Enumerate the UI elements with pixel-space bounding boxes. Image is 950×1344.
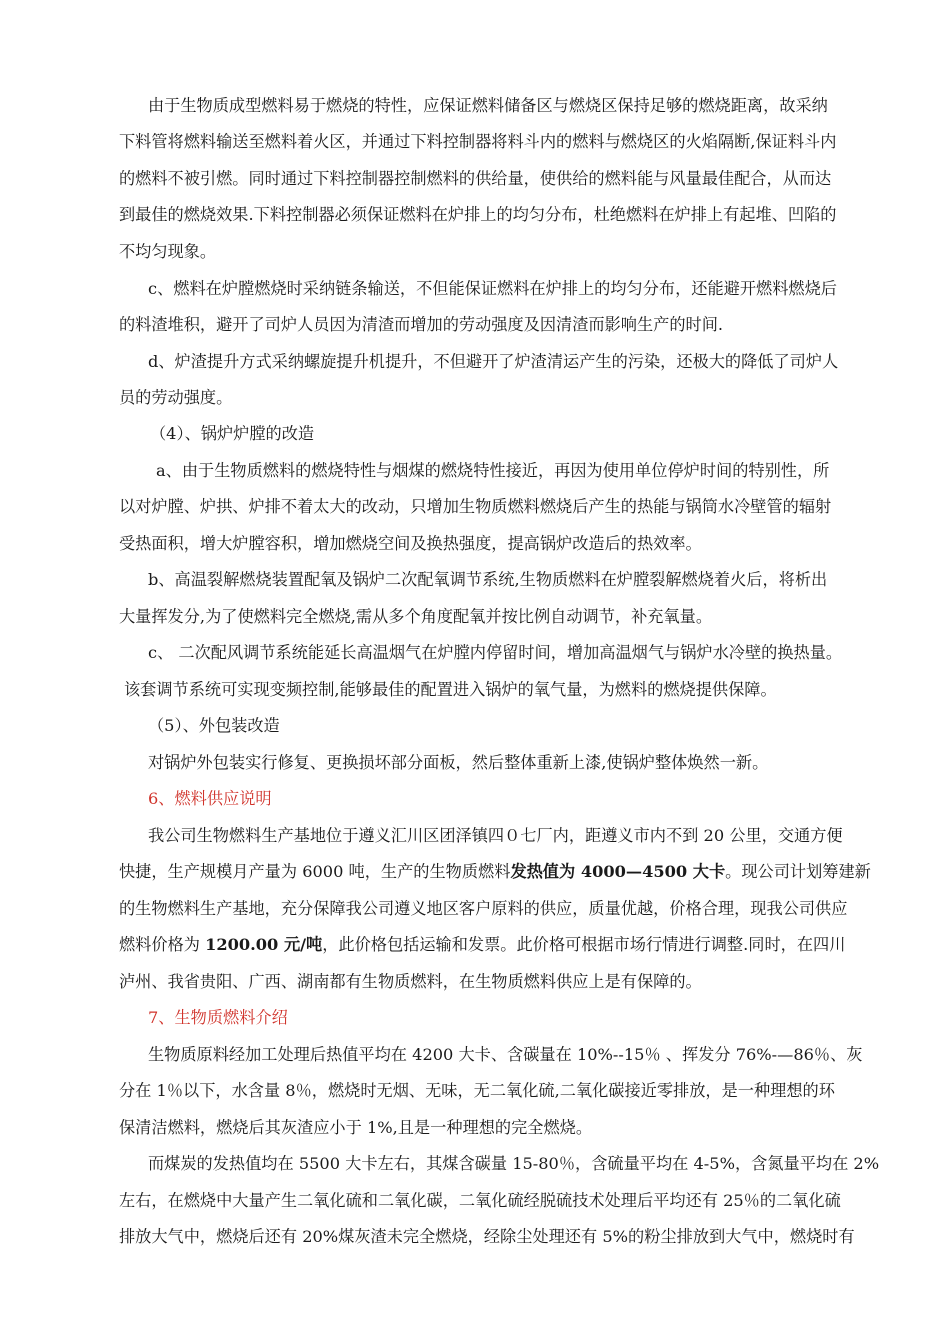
p3-line-2: 员的劳动强度。	[119, 388, 233, 407]
p8-line-2-c: 。现公司计划筹建新	[725, 862, 871, 881]
p6-line-2: 该套调节系统可实现变频控制,能够最佳的配置进入锅炉的氧气量，为燃料的燃烧提供保障。	[124, 680, 777, 699]
p2-line-2: 的料渣堆积，避开了司炉人员因为清渣而增加的劳动强度及因清渣而影响生产的时间.	[119, 315, 724, 334]
p10-line-2: 左右，在燃烧中大量产生二氧化硫和二氧化碳，二氧化硫经脱硫技术处理后平均还有 25％的二氧化硫	[119, 1191, 841, 1210]
price-emphasis: 1200.00 元/吨	[205, 935, 323, 954]
p4-line-2: 以对炉膛、炉拱、炉排不着太大的改动，只增加生物质燃料燃烧后产生的热能与锅筒水冷壁管的辐射	[119, 497, 832, 516]
p1-line-1: 由于生物质成型燃料易于燃烧的特性，应保证燃料储备区与燃烧区保持足够的燃烧距离，故采纳	[148, 96, 828, 115]
p7-line-1: 对锅炉外包装实行修复、更换损坏部分面板，然后整体重新上漆,使锅炉整体焕然一新。	[148, 753, 769, 772]
p9-line-1: 生物质原料经加工处理后热值平均在 4200 大卡、含碳量在 10%--15％ 、挥发分 76%-—86％、灰	[148, 1045, 863, 1064]
p8-line-4	[119, 935, 845, 955]
p1-line-4: 到最佳的燃烧效果.下料控制器必须保证燃料在炉排上的均匀分布，杜绝燃料在炉排上有起堆、凹陷的	[119, 205, 837, 224]
p9-line-2: 分在 1％以下，水含量 8％，燃烧时无烟、无味，无二氧化硫,二氧化碳接近零排放，是一种理想的环	[119, 1081, 835, 1100]
p8-line-3: 的生物燃料生产基地，充分保障我公司遵义地区客户原料的供应，质量优越，价格合理，现我公司供应	[119, 899, 848, 918]
section-heading-6: 6、燃料供应说明	[148, 789, 272, 808]
p3-line-1: d、炉渣提升方式采纳螺旋提升机提升，不但避开了炉渣清运产生的污染，还极大的降低了司炉人	[148, 352, 839, 371]
p8-line-5: 泸州、我省贵阳、广西、湖南都有生物质燃料，在生物质燃料供应上是有保障的。	[119, 972, 702, 991]
p5-line-2: 大量挥发分,为了使燃料完全燃烧,需从多个角度配氧并按比例自动调节，补充氧量。	[119, 607, 713, 626]
p10-line-1: 而煤炭的发热值均在 5500 大卡左右，其煤含碳量 15-80％，含硫量平均在 4-5%，含氮量平均在 2%	[148, 1154, 880, 1173]
p1-line-2: 下料管将燃料输送至燃料着火区，并通过下料控制器将料斗内的燃料与燃烧区的火焰隔断,保证料斗内	[119, 132, 837, 151]
p8-line-4-c: ，此价格包括运输和发票。此价格可根据市场行情进行调整.同时，在四川	[322, 935, 846, 954]
section-heading-7: 7、生物质燃料介绍	[148, 1008, 288, 1027]
p2-line-1: c、燃料在炉膛燃烧时采纳链条输送，不但能保证燃料在炉排上的均匀分布，还能避开燃料燃烧后	[148, 279, 837, 298]
p8-line-2-a: 快捷，生产规模月产量为 6000 吨，生产的生物质燃料	[119, 862, 511, 881]
p5-line-1: b、高温裂解燃烧装置配氧及锅炉二次配氧调节系统,生物质燃料在炉膛裂解燃烧着火后，将析出	[148, 570, 828, 589]
p4-line-1: a、由于生物质燃料的燃烧特性与烟煤的燃烧特性接近，再因为使用单位停炉时间的特别性，所	[156, 461, 830, 480]
p10-line-3: 排放大气中，燃烧后还有 20%煤灰渣未完全燃烧，经除尘处理还有 5%的粉尘排放到大气中，燃烧时有	[119, 1227, 855, 1246]
heat-value-emphasis: 发热值为 4000—4500 大卡	[510, 862, 726, 881]
p4-line-3: 受热面积，增大炉膛容积，增加燃烧空间及换热强度，提高锅炉改造后的热效率。	[119, 534, 702, 553]
p8-line-2	[119, 862, 871, 882]
p8-line-4-a: 燃料价格为	[119, 935, 206, 954]
p8-line-1: 我公司生物燃料生产基地位于遵义汇川区团泽镇四０七厂内，距遵义市内不到 20 公里，交通方便	[148, 826, 843, 845]
section-heading-4: （4）、锅炉炉膛的改造	[150, 424, 315, 443]
p1-line-3: 的燃料不被引燃。同时通过下料控制器控制燃料的供给量，使供给的燃料能与风量最佳配合，从而达	[119, 169, 832, 188]
section-heading-5: （5）、外包装改造	[148, 716, 280, 735]
p1-line-5: 不均匀现象。	[119, 242, 217, 261]
p9-line-3: 保清洁燃料，燃烧后其灰渣应小于 1%,且是一种理想的完全燃烧。	[119, 1118, 593, 1137]
p6-line-1: c、 二次配风调节系统能延长高温烟气在炉膛内停留时间，增加高温烟气与锅炉水冷壁的换热量。	[148, 643, 843, 662]
